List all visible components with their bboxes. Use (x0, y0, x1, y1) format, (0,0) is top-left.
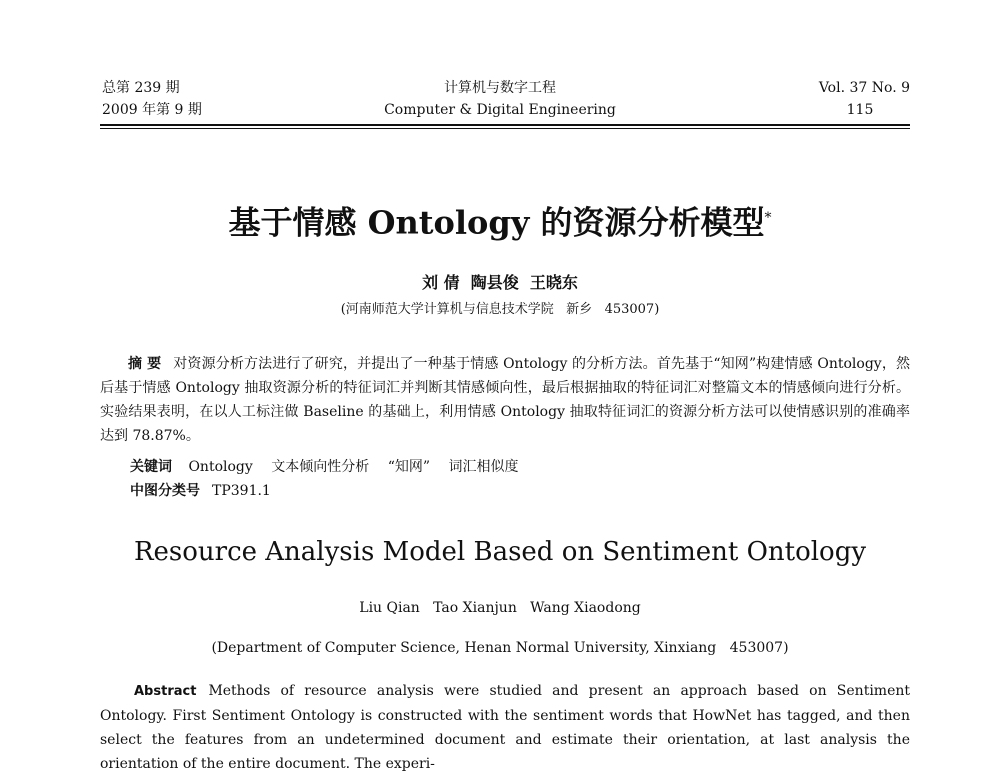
affiliation-en: (Department of Computer Science, Henan Normal University, Xinxiang 453007) (211, 640, 789, 656)
title-footnote-mark: * (764, 210, 772, 226)
title-cn-text: 基于情感 Ontology 的资源分析模型 (228, 203, 765, 242)
journal-name-cn: 计算机与数字工程 (444, 80, 556, 96)
keyword-item: 词汇相似度 (448, 459, 519, 475)
title-cn (0, 196, 1000, 245)
keyword-item: “知网” (387, 459, 431, 475)
issue-date: 2009 年第 9 期 (102, 102, 202, 118)
abstract-en-label: Abstract (134, 684, 197, 699)
classification-label: 中图分类号 (130, 483, 200, 499)
affiliation-cn: (河南师范大学计算机与信息技术学院 新乡 453007) (340, 302, 660, 317)
abstract-en (100, 679, 910, 776)
keyword-item: Ontology (188, 459, 253, 475)
abstract-en-text: Methods of resource analysis were studied and present an approach based on Sentiment Ontology. First Sentiment Ontology is constructed with the sentiment words that HowNet has tagged, and then select the features from an undetermined document and estimate their orientation, at last analysis the orientation of the entire document. The experi- (100, 683, 910, 772)
authors-en: Liu Qian Tao Xianjun Wang Xiaodong (359, 600, 641, 616)
journal-name-en: Computer & Digital Engineering (384, 102, 616, 118)
issue-number: 总第 239 期 (102, 80, 180, 96)
abstract-cn-text: 对资源分析方法进行了研究，并提出了一种基于情感 Ontology 的分析方法。首先基于“知网”构建情感 Ontology，然后基于情感 Ontology 抽取资源分析的特征词汇并判断其情感倾向性，最后根据抽取的特征词汇对整篇文本的情感倾向进行分析。实验结果表明，在以人工标注做 Baseline 的基础上，利用情感 Ontology 抽取特征词汇的资源分析方法可以使情感识别的准确率达到 78.87%。 (100, 356, 910, 444)
header-rule-thick (100, 124, 910, 126)
authors-cn: 刘 倩 陶县俊 王晓东 (422, 273, 578, 292)
classification-value: TP391.1 (212, 483, 271, 499)
header-rule-thin (100, 128, 910, 129)
title-en: Resource Analysis Model Based on Sentiment Ontology (133, 537, 867, 567)
keywords-cn-label: 关键词 (130, 459, 172, 475)
keyword-item: 文本倾向性分析 (271, 459, 370, 475)
abstract-cn (100, 352, 910, 448)
keywords-cn (130, 456, 532, 478)
page-number: 115 (846, 102, 874, 118)
volume-number: Vol. 37 No. 9 (818, 80, 910, 96)
classification-cn (130, 480, 271, 502)
abstract-cn-label: 摘 要 (128, 356, 162, 372)
